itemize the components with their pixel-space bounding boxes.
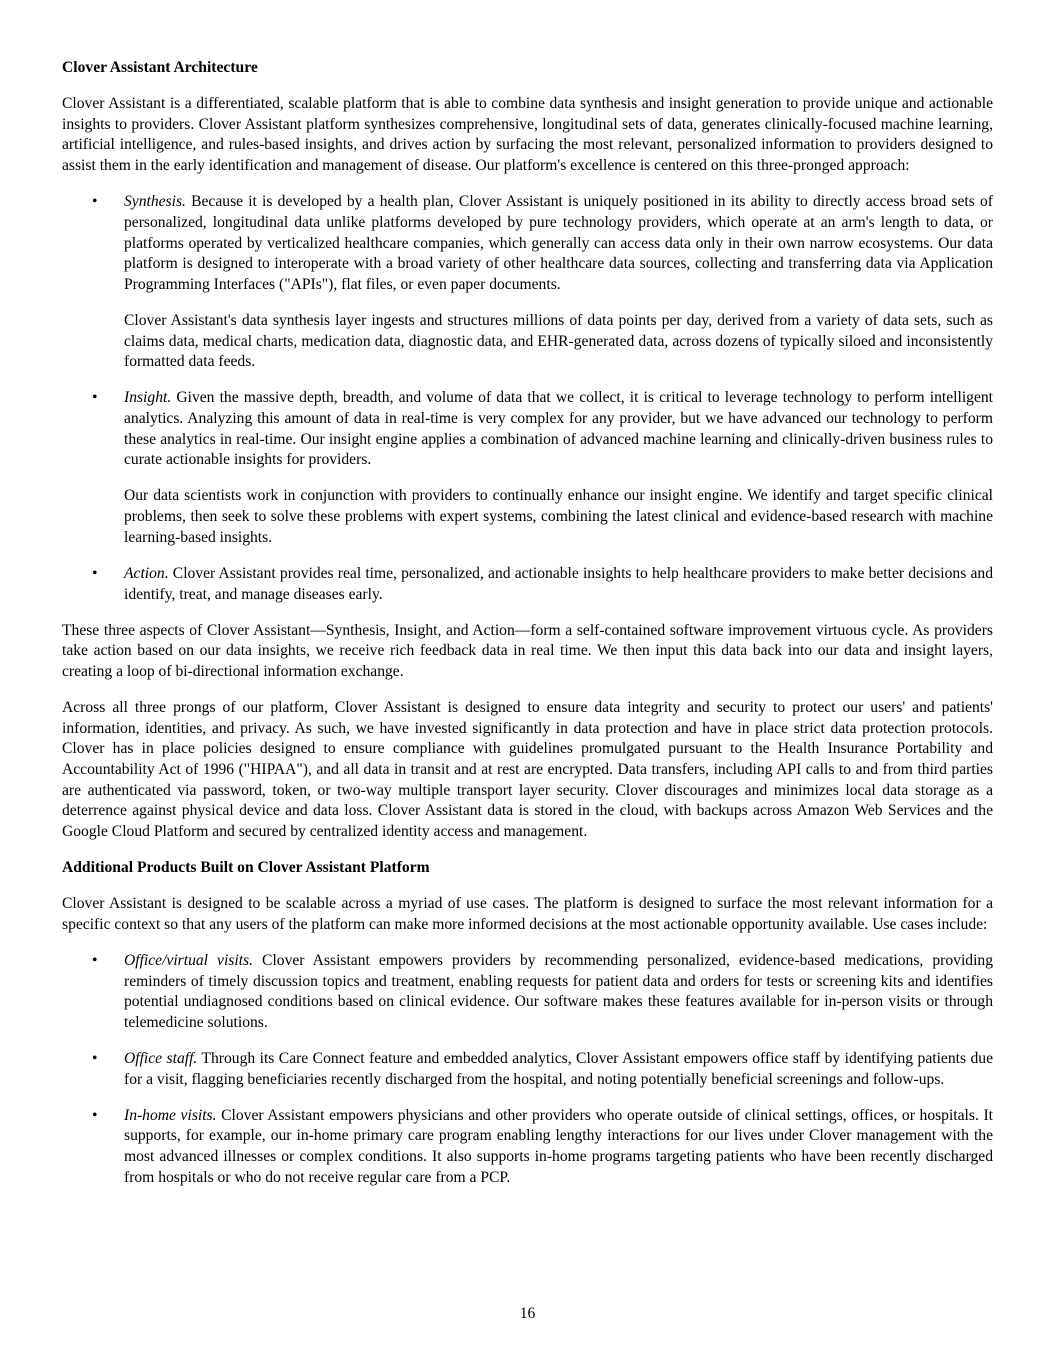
bullet-lead: Action. <box>124 564 169 582</box>
bullet-item <box>92 1106 993 1189</box>
bullet-icon: • <box>92 951 98 969</box>
paragraph: Our data scientists work in conjunction with providers to continually enhance our insight engine. We identify and target specific clinical problems, then seek to solve these problems with expert systems, combining the latest clinical and evidence-based research with machine learning-based insights. <box>124 487 993 546</box>
bullet-text: Clover Assistant empowers providers by recommending personalized, evidence-based medications, providing reminders of timely discussion topics and treatment, enabling requests for patient data and orders for tests or screening kits and identifies potential undiagnosed conditions based on clinical evidence. Our software makes these features available for in-person visits or through telemedicine solutions. <box>124 951 993 1031</box>
bullet-lead: Insight. <box>124 389 172 407</box>
bullet-text: Because it is developed by a health plan, Clover Assistant is uniquely positioned in its ability to directly access broad sets of personalized, longitudinal data unlike platforms developed by pure technology providers, which operate at an arm's length to data, or platforms operated by verticalized healthcare companies, which generally can access data only in their own narrow ecosystems. Our data platform is designed to interoperate with a broad variety of other healthcare data sources, collecting and transferring data via Application Programming Interfaces ("APIs"), flat files, or even paper documents. <box>124 193 993 293</box>
bullet-icon: • <box>92 1049 98 1067</box>
section-heading: Clover Assistant Architecture <box>62 59 258 76</box>
paragraph: Clover Assistant's data synthesis layer ingests and structures millions of data points per day, derived from a variety of data sets, such as claims data, medical charts, medication data, diagnostic data, and EHR-generated data, across dozens of typically siloed and inconsistently formatted data feeds. <box>124 311 993 371</box>
bullet-icon: • <box>92 193 98 211</box>
paragraph: Clover Assistant is designed to be scalable across a myriad of use cases. The platform is designed to surface the most relevant information for a specific context so that any users of the platform can make more informed decisions at the most actionable opportunity available. Use cases include: <box>62 895 993 933</box>
bullet-icon: • <box>92 564 98 582</box>
document-body <box>62 58 993 1204</box>
section-heading: Additional Products Built on Clover Assistant Platform <box>62 859 430 877</box>
bullet-text: Clover Assistant empowers physicians and other providers who operate outside of clinical settings, offices, or hospitals. It supports, for example, our in-home primary care program enabling lengthy interactions for our lives under Clover management with the most advanced illnesses or complex conditions. It also supports in-home programs targeting patients who have been recently discharged from hospitals or who do not receive regular care from a PCP. <box>124 1106 993 1186</box>
bullet-lead: Office staff. <box>124 1049 198 1067</box>
paragraph: Across all three prongs of our platform, Clover Assistant is designed to ensure data integrity and security to protect our users' and patients' information, identities, and privacy. As such, we have invested significantly in data protection and have in place strict data protection protocols. Clover has in place policies designed to ensure compliance with guidelines promulgated pursuant to the Health Insurance Portability and Accountability Act of 1996 ("HIPAA"), and all data in transit and at rest are encrypted. Data transfers, including API calls to and from third parties are authenticated via password, token, or two-way multiple transport layer security. Clover discourages and minimizes local data storage as a deterrence against physical device and data loss. Clover Assistant data is stored in the cloud, with backups across Amazon Web Services and the Google Cloud Platform and secured by centralized identity access and management. <box>62 698 993 841</box>
bullet-item <box>92 951 993 1034</box>
bullet-text: Clover Assistant provides real time, personalized, and actionable insights to help healthcare providers to make better decisions and identify, treat, and manage diseases early. <box>124 564 993 603</box>
bullet-item <box>92 1049 993 1090</box>
bullet-lead: In-home visits. <box>124 1106 217 1124</box>
page-number: 16 <box>519 1305 536 1322</box>
bullet-item <box>92 564 993 605</box>
bullet-icon: • <box>92 389 98 407</box>
bullet-lead: Office/virtual visits. <box>124 951 254 969</box>
bullet-text: Through its Care Connect feature and embedded analytics, Clover Assistant empowers office staff by identifying patients due for a visit, flagging beneficiaries recently discharged from the hospital, and noting potentially beneficial screenings and follow-ups. <box>124 1049 993 1088</box>
paragraph: Clover Assistant is a differentiated, scalable platform that is able to combine data synthesis and insight generation to provide unique and actionable insights to providers. Clover Assistant platform synthesizes comprehensive, longitudinal sets of data, generates clinically-focused machine learning, artificial intelligence, and rules-based insights, and drives action by surfacing the most relevant, personalized information to providers designed to assist them in the early identification and management of disease. Our platform's excellence is centered on this three-pronged approach: <box>62 95 993 175</box>
bullet-icon: • <box>92 1106 98 1124</box>
paragraph: These three aspects of Clover Assistant—Synthesis, Insight, and Action—form a self-contained software improvement virtuous cycle. As providers take action based on our data insights, we receive rich feedback data in real time. We then input this data back into our data and insight layers, creating a loop of bi-directional information exchange. <box>62 621 993 680</box>
bullet-lead: Synthesis. <box>124 193 186 211</box>
bullet-text: Given the massive depth, breadth, and volume of data that we collect, it is critical to leverage technology to perform intelligent analytics. Analyzing this amount of data in real-time is very complex for any provider, but we have advanced our technology to perform these analytics in real-time. Our insight engine applies a combination of advanced machine learning and clinically-driven business rules to curate actionable insights for providers. <box>124 389 993 469</box>
bullet-item <box>92 388 993 471</box>
bullet-item <box>92 192 993 296</box>
